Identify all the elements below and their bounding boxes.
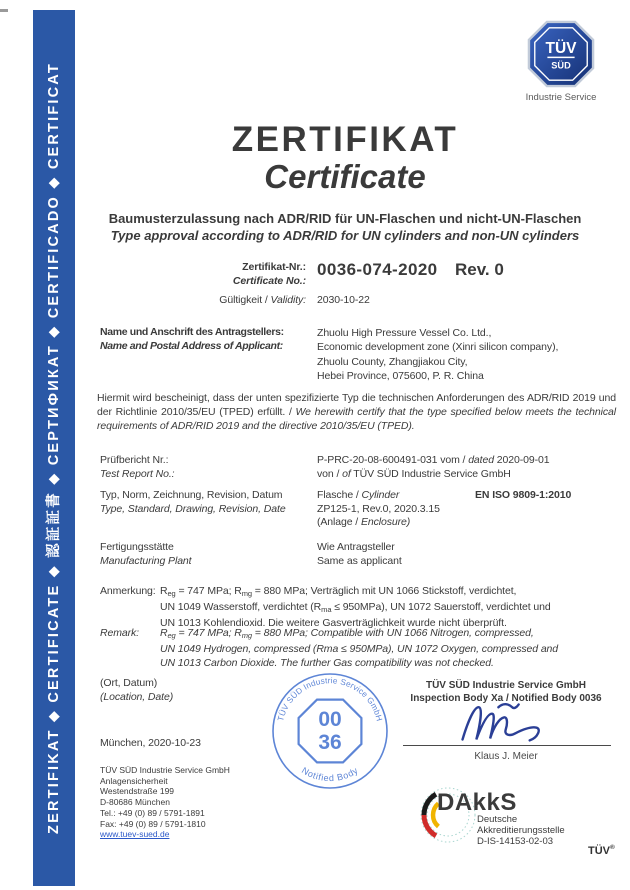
svg-text:Notified Body bbox=[300, 765, 360, 783]
website-link[interactable]: www.tuev-sued.de bbox=[100, 829, 170, 840]
plant-value: Wie Antragsteller Same as applicant bbox=[317, 541, 402, 567]
page-title-de: ZERTIFIKAT bbox=[231, 120, 459, 159]
signature bbox=[428, 699, 578, 745]
dakks-info: Deutsche Akkreditierungsstelle D-IS-14153-02-03 bbox=[477, 814, 565, 847]
seal-number-bottom: 36 bbox=[318, 731, 342, 754]
test-report-label: Prüfbericht Nr.: Test Report No.: bbox=[100, 454, 175, 480]
approval-en: Type approval according to ADR/RID for UN cylinders and non-UN cylinders bbox=[110, 227, 580, 243]
remark-label-en: Remark: bbox=[100, 627, 139, 639]
place-date-value: München, 2020-10-23 bbox=[100, 737, 201, 749]
inspection-body-block: TÜV SÜD Industrie Service GmbH Inspection Body Xa / Notified Body 0036 bbox=[410, 680, 602, 704]
applicant-label: Name und Anschrift des Antragstellers: Name and Postal Address of Applicant: bbox=[100, 326, 284, 352]
certification-statement bbox=[97, 392, 616, 433]
dakks-wordmark: DAkkS bbox=[437, 789, 517, 816]
logo-caption: Industrie Service bbox=[525, 92, 597, 103]
validity-value: 2030-10-22 bbox=[317, 294, 370, 306]
type-standard-label: Typ, Norm, Zeichnung, Revision, Datum Type, Standard, Drawing, Revision, Date bbox=[100, 489, 286, 515]
notified-body-seal bbox=[268, 666, 392, 796]
approval-de: Baumusterzulassung nach ADR/RID für UN-Flaschen und nicht-UN-Flaschen bbox=[108, 211, 582, 226]
statement-de: Hiermit wird bescheinigt, dass der unten spezifizierte Typ die technischen Anforderungen des ADR/RID 2019 und der Richtlinie 2010/35/EU (TPED) erfüllt. / bbox=[97, 392, 616, 418]
validity-label: Gültigkeit / Validity: bbox=[219, 294, 306, 306]
certificate-no-label: Zertifikat-Nr.: Certificate No.: bbox=[232, 261, 306, 287]
plant-label: Fertigungsstätte Manufacturing Plant bbox=[100, 541, 192, 567]
place-date-label: (Ort, Datum) (Location, Date) bbox=[100, 677, 174, 703]
footer-address: TÜV SÜD Industrie Service GmbH Anlagensicherheit Westendstraße 199 D-80686 München Tel.: +49 (0) 89 / 5791-1891 Fax: +49 (0) 89 / 5791-1810 www.tuev-sued.de bbox=[100, 765, 230, 840]
certificate-no-value: 0036-074-2020 bbox=[317, 260, 438, 279]
applicant-address: Zhuolu High Pressure Vessel Co. Ltd., Economic development zone (Xinri silicon company), Zhuolu County, Zhangjiakou City, Hebei Province, 075600, P. R. China bbox=[317, 327, 559, 383]
statement-en: We herewith certify that the type specified below meets the technical requirements of ADR/RID 2019 and the directive 2010/35/EU (TPED). bbox=[97, 405, 616, 432]
tuv-sud-logo bbox=[527, 20, 595, 88]
logo-tuv-text: TÜV bbox=[545, 40, 577, 58]
side-banner-text: ZERTIFIKAT ◆ CERTIFICATE ◆ 認証証書 ◆ СЕРТИФИКАТ ◆ CERTIFICADO ◆ CERTIFICAT bbox=[46, 62, 62, 834]
remark-text-de: Reg = 747 MPa; Rmg = 880 MPa; Verträglich mit UN 1066 Stickstoff, verdichtet, UN 1049 Wasserstoff, verdichtet (Rma ≤ 950MPa), UN 1072 Sauerstoff, verdichtet und UN 1013 Kohlendioxid. Die weitere Gasverträglichkeit wurde nicht überprüft. bbox=[160, 585, 551, 629]
seal-arc-bottom-text: Notified Body bbox=[299, 765, 361, 784]
remark-label-de: Anmerkung: bbox=[100, 585, 156, 597]
page-title-en: Certificate bbox=[264, 158, 426, 195]
standard-number: EN ISO 9809-1:2010 bbox=[475, 489, 572, 501]
test-report-value: P-PRC-20-08-600491-031 vom / dated 2020-09-01 von / of TÜV SÜD Industrie Service GmbH bbox=[317, 454, 550, 480]
remark-text-en: Reg = 747 MPa; Rmg = 880 MPa; Compatible with UN 1066 Nitrogen, compressed, UN 1049 Hydrogen, compressed (Rma ≤ 950MPa), UN 1072 Oxygen, compressed and UN 1013 Carbon Dioxide. The further Gas compatibility was not checked. bbox=[160, 627, 559, 669]
type-standard-value: Flasche / Cylinder ZP125-1, Rev.0, 2020.3.15 (Anlage / Enclosure) bbox=[317, 489, 440, 528]
seal-number-top: 00 bbox=[318, 708, 342, 731]
certificate-revision: Rev. 0 bbox=[455, 260, 504, 279]
logo-sud-text: SÜD bbox=[551, 60, 571, 71]
seal-arc-top-text: TÜV SÜD Industrie Service GmbH bbox=[276, 676, 384, 723]
approval-subtitle bbox=[60, 211, 630, 244]
tuv-trademark: TÜV® bbox=[588, 844, 615, 857]
page-fold-mark bbox=[0, 9, 8, 12]
signature-line bbox=[403, 745, 611, 746]
signer-name: Klaus J. Meier bbox=[474, 751, 538, 762]
